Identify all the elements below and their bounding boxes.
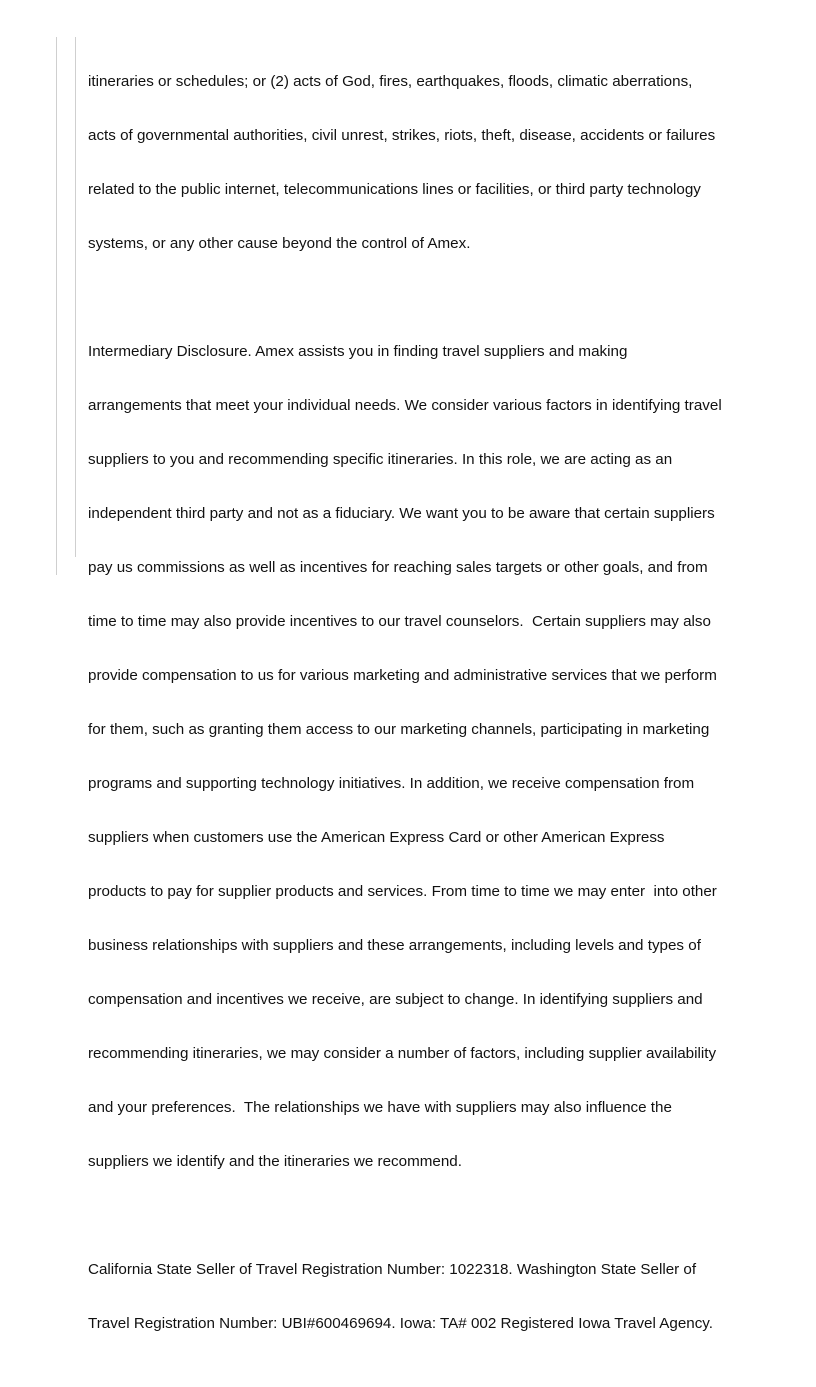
text-line: suppliers to you and recommending specific itineraries. In this role, we are acting as an — [88, 451, 673, 468]
text-line: acts of governmental authorities, civil unrest, strikes, riots, theft, disease, accidents or failures — [88, 127, 716, 144]
text-line: compensation and incentives we receive, are subject to change. In identifying suppliers and — [88, 991, 703, 1008]
text-line: itineraries or schedules; or (2) acts of God, fires, earthquakes, floods, climatic aberrations, — [88, 73, 693, 90]
text-line: Intermediary Disclosure. Amex assists you in finding travel suppliers and making — [88, 343, 628, 360]
paragraph-registration-numbers — [88, 1225, 760, 1369]
text-line: and your preferences. The relationships we have with suppliers may also influence the — [88, 1099, 672, 1116]
text-line: business relationships with suppliers and these arrangements, including levels and types of — [88, 937, 701, 954]
paragraph-intermediary-disclosure — [88, 307, 760, 1207]
text-line: suppliers we identify and the itineraries we recommend. — [88, 1153, 462, 1170]
text-line: Travel Registration Number: UBI#600469694. Iowa: TA# 002 Registered Iowa Travel Agency. — [88, 1315, 713, 1332]
outer-margin-rule — [56, 37, 57, 575]
text-line: arrangements that meet your individual needs. We consider various factors in identifying travel — [88, 397, 722, 414]
text-line: systems, or any other cause beyond the control of Amex. — [88, 235, 471, 252]
text-line: California State Seller of Travel Registration Number: 1022318. Washington State Seller of — [88, 1261, 697, 1278]
text-line: for them, such as granting them access to our marketing channels, participating in marketing — [88, 721, 710, 738]
text-line: recommending itineraries, we may consider a number of factors, including supplier availability — [88, 1045, 717, 1062]
document-body — [88, 37, 760, 1387]
text-line: pay us commissions as well as incentives for reaching sales targets or other goals, and from — [88, 559, 708, 576]
paragraph-liability-continuation — [88, 37, 760, 289]
text-line: independent third party and not as a fiduciary. We want you to be aware that certain suppliers — [88, 505, 715, 522]
text-line: related to the public internet, telecommunications lines or facilities, or third party technology — [88, 181, 701, 198]
text-line: time to time may also provide incentives to our travel counselors. Certain suppliers may also — [88, 613, 711, 630]
text-line: products to pay for supplier products and services. From time to time we may enter into other — [88, 883, 717, 900]
inner-margin-rule — [75, 37, 76, 557]
text-line: programs and supporting technology initiatives. In addition, we receive compensation from — [88, 775, 695, 792]
text-line: provide compensation to us for various marketing and administrative services that we perform — [88, 667, 717, 684]
text-line: suppliers when customers use the American Express Card or other American Express — [88, 829, 665, 846]
